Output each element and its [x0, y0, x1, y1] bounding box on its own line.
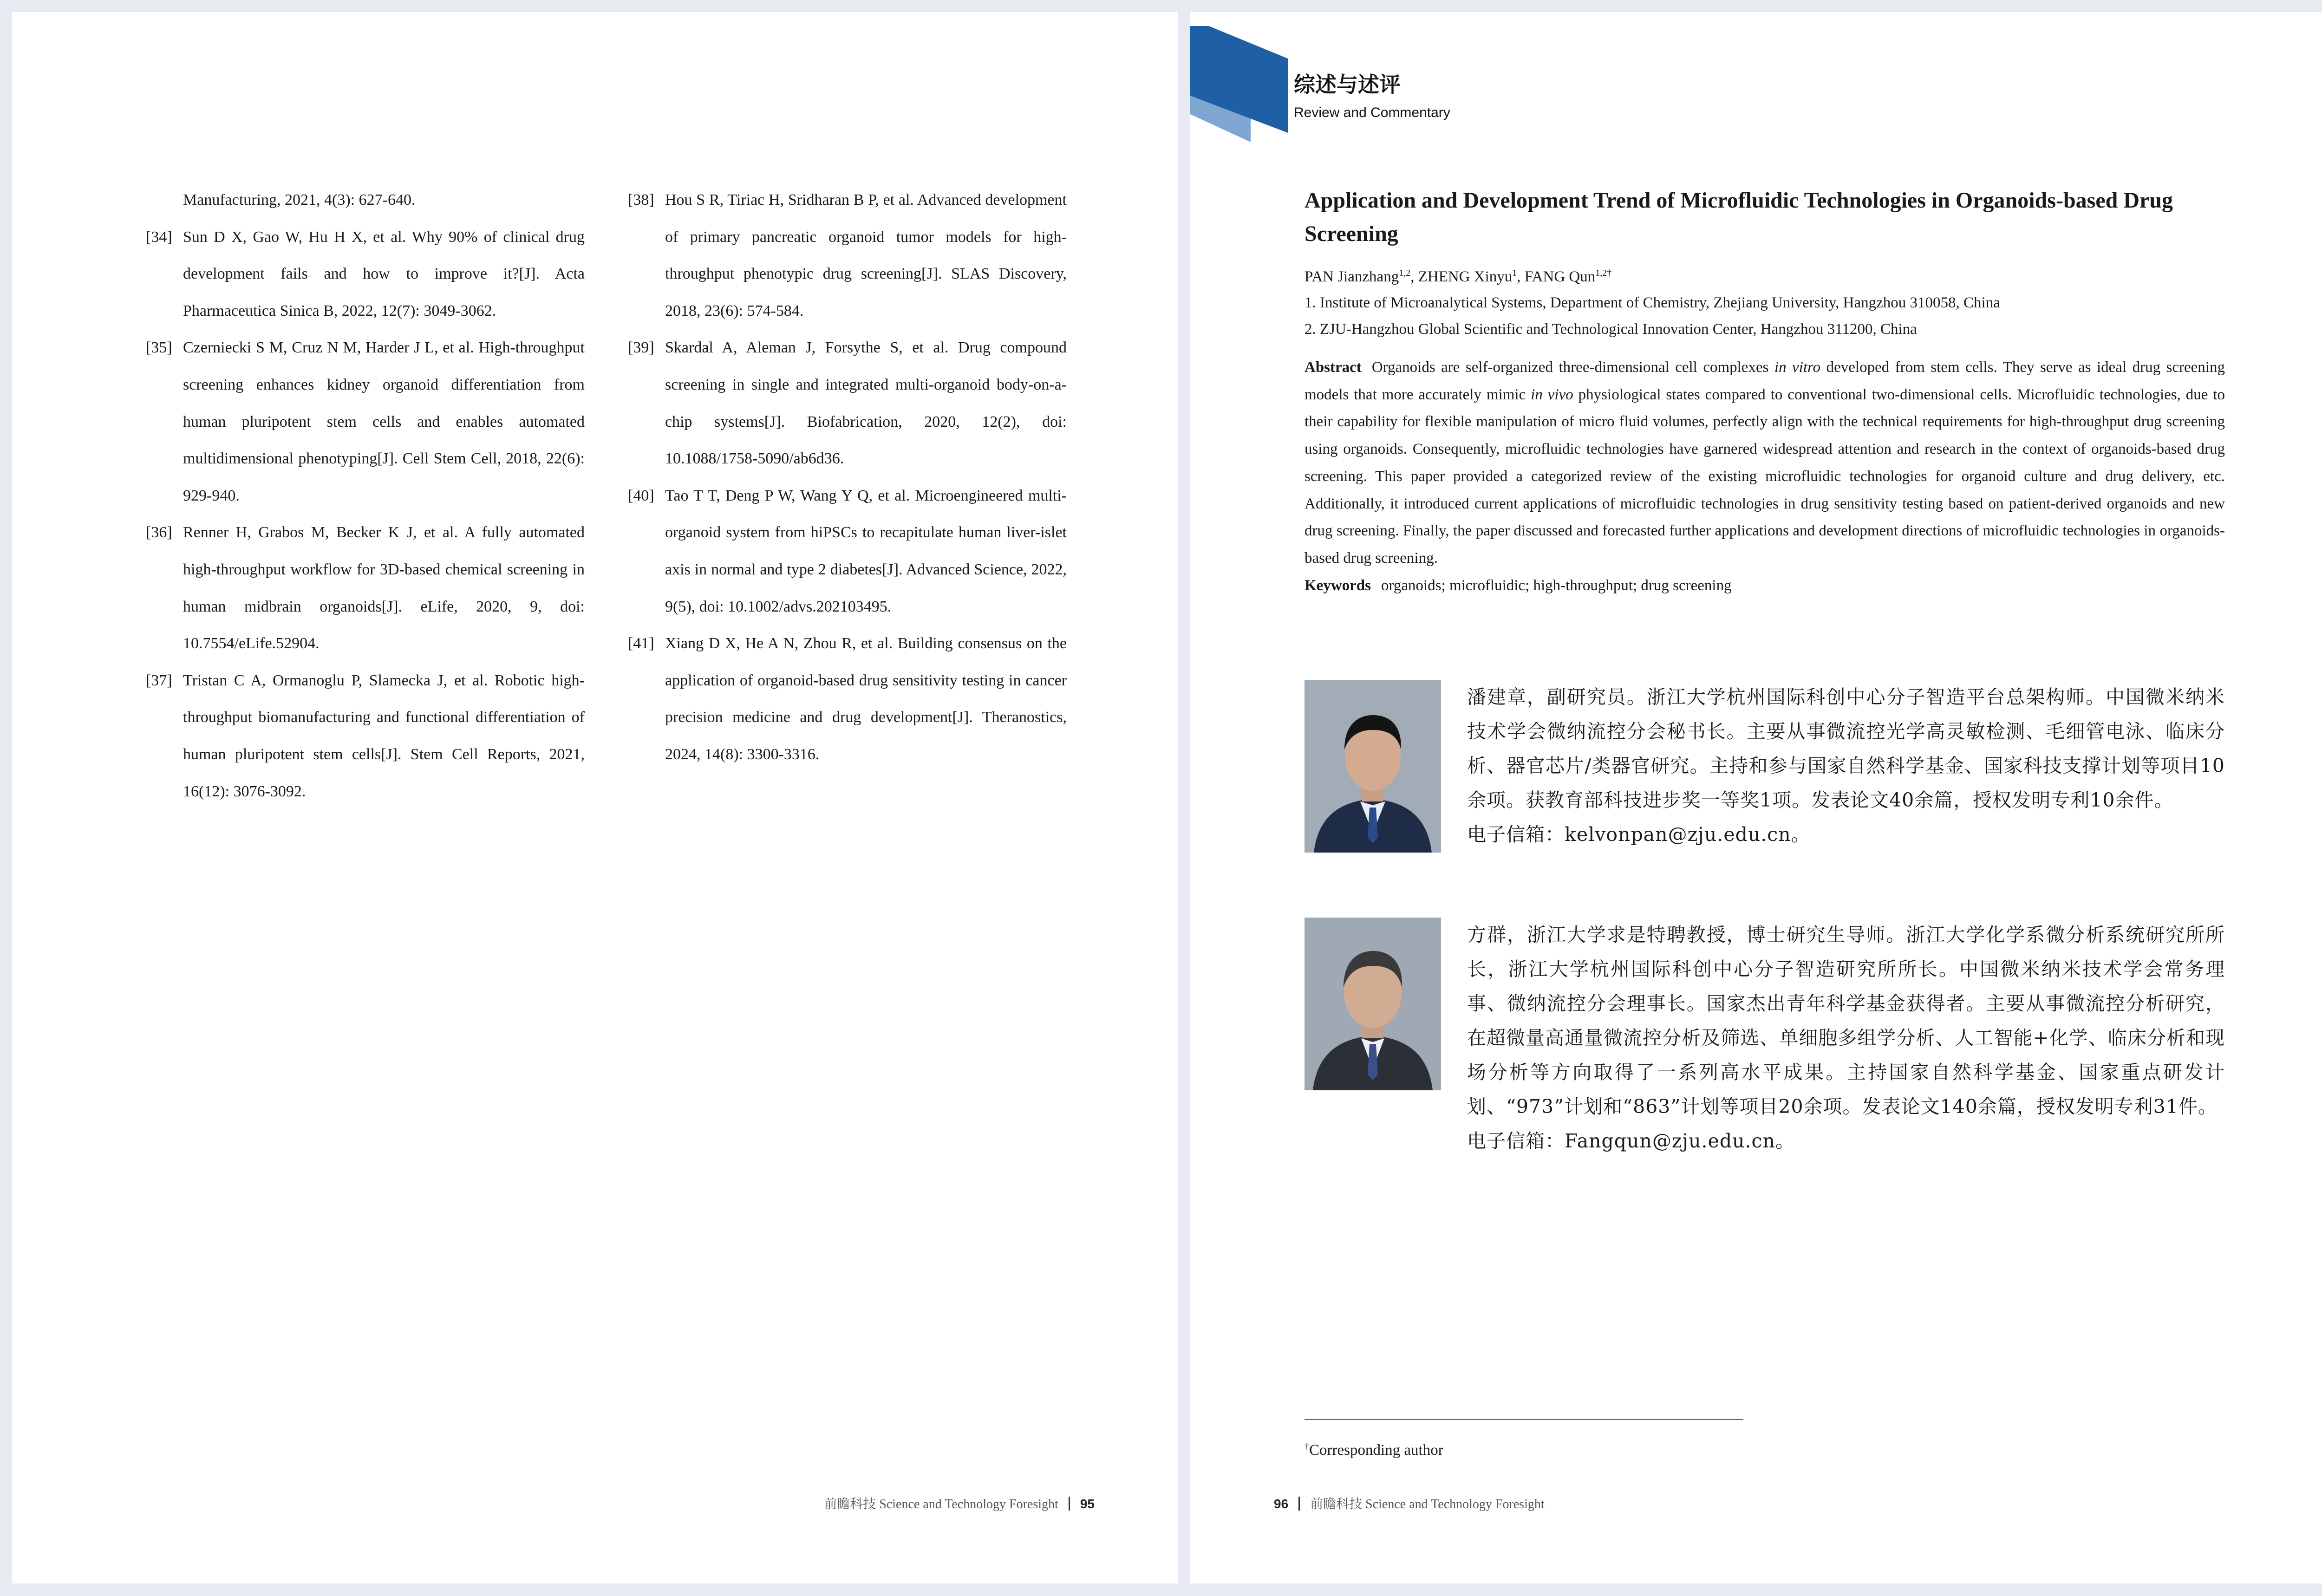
footnote-text: Corresponding author	[1309, 1442, 1443, 1459]
references-column-1	[146, 182, 585, 810]
reference-text: Czerniecki S M, Cruz N M, Harder J L, et al. High-throughput screening enhances kidney organoid differentiation from human pluripotent stem cells and enables automated multidimensional phenotyping[J]. Cell Stem Cell, 2018, 22(6): 929-940.	[183, 339, 585, 504]
reference-text: Sun D X, Gao W, Hu H X, et al. Why 90% of clinical drug development fails and how to improve it?[J]. Acta Pharmaceutica Sinica B, 2022, 12(7): 3049-3062.	[183, 228, 585, 319]
abstract-label: Abstract	[1304, 359, 1362, 376]
bio-description: 方群，浙江大学求是特聘教授，博士研究生导师。浙江大学化学系微分析系统研究所所长，浙江大学杭州国际科创中心分子智造研究所所长。中国微米纳米技术学会常务理事、微纳流控分会理事长。国家杰出青年科学基金获得者。主要从事微流控分析研究，在超微量高通量微流控分析及筛选、单细胞多组学分析、人工智能+化学、临床分析和现场分析等方向取得了一系列高水平成果。主持国家自然科学基金、国家重点研发计划、“973”计划和“863”计划等项目20余项。发表论文140余篇，授权发明专利31件。	[1467, 924, 2225, 1118]
references-column-2	[628, 182, 1067, 773]
reference-number: [34]	[146, 228, 172, 246]
reference-36	[146, 514, 585, 662]
abstract	[1304, 354, 2225, 572]
right-page	[1190, 12, 2322, 1583]
reference-38	[628, 182, 1067, 329]
section-banner-graphic	[1190, 26, 1292, 142]
page-footer	[1274, 1495, 1545, 1514]
author-name: ZHENG Xinyu	[1418, 268, 1513, 285]
abstract-italic: in vivo	[1531, 386, 1573, 403]
footnote-divider	[1304, 1419, 1743, 1420]
reference-text: Manufacturing, 2021, 4(3): 627-640.	[183, 191, 416, 208]
keywords	[1304, 572, 2225, 599]
reference-number: [37]	[146, 671, 172, 689]
affiliation: 1. Institute of Microanalytical Systems, Department of Chemistry, Zhejiang University, Hangzhou 310058, China	[1304, 294, 2000, 311]
journal-name: 前瞻科技 Science and Technology Foresight	[824, 1497, 1058, 1511]
author-name: PAN Jianzhang	[1304, 268, 1399, 285]
footnote	[1304, 1441, 1443, 1459]
reference-number: [36]	[146, 524, 172, 541]
abstract-text: Organoids are self-organized three-dimensional cell complexes	[1371, 359, 1774, 376]
reference-text: Hou S R, Tiriac H, Sridharan B P, et al. Advanced development of primary pancreatic organoid tumor models for high-throughput phenotypic drug screening[J]. SLAS Discovery, 2018, 23(6): 574-584.	[665, 191, 1067, 319]
page-number: 95	[1080, 1497, 1095, 1511]
author-affiliation-mark: 1,2†	[1595, 268, 1612, 278]
reference-35	[146, 329, 585, 514]
author-affiliation-mark: 1	[1512, 268, 1517, 278]
section-title-english: Review and Commentary	[1294, 105, 1450, 120]
section-title: 综述与述评	[1294, 72, 1401, 97]
abstract-text: developed from stem cells. They serve as ideal drug screening models that more accurately mimic	[1304, 359, 2225, 403]
reference-text: Renner H, Grabos M, Becker K J, et al. A fully automated high-throughput workflow for 3D-based chemical screening in human midbrain organoids[J]. eLife, 2020, 9, doi: 10.7554/eLife.52904.	[183, 524, 585, 652]
author-list: PAN Jianzhang$^{1,2}$, ZHENG Xinyu$^1$, FANG Qun$^{1,2\dagger}$	[1304, 268, 1612, 285]
author-photo	[1304, 918, 1441, 1090]
keywords-label: Keywords	[1304, 577, 1371, 594]
footnote-mark: †	[1304, 1441, 1309, 1452]
affiliation: 2. ZJU-Hangzhou Global Scientific and Technological Innovation Center, Hangzhou 311200, China	[1304, 321, 1917, 338]
reference-number: [40]	[628, 487, 654, 504]
abstract-text: physiological states compared to conventional two-dimensional cells. Microfluidic technologies, due to their capability for flexible manipulation of micro fluid volumes, perfectly align with the technical requirements for high-throughput drug screening using organoids. Consequently, microfluidic technologies have garnered widespread attention and research in the context of organoids-based drug screening. This paper provided a categorized review of the existing microfluidic technologies for organoid culture and drug delivery, etc. Additionally, it introduced current applications of microfluidic technologies in drug sensitivity testing based on patient-derived organoids and new drug screening. Finally, the paper discussed and forecasted further applications and development directions of microfluidic technologies in organoids-based drug screening.	[1304, 386, 2225, 567]
reference-40	[628, 477, 1067, 625]
page-number: 96	[1274, 1497, 1289, 1511]
bio-description: 潘建章，副研究员。浙江大学杭州国际科创中心分子智造平台总架构师。中国微米纳米技术学会微纳流控分会秘书长。主要从事微流控光学高灵敏检测、毛细管电泳、临床分析、器官芯片/类器官研究。主持和参与国家自然科学基金、国家科技支撑计划等项目10余项。获教育部科技进步奖一等奖1项。发表论文40余篇，授权发明专利10余件。	[1467, 686, 2225, 811]
keywords-text: organoids; microfluidic; high-throughput; drug screening	[1381, 577, 1732, 594]
bio-email: 电子信箱：Fangqun@zju.edu.cn。	[1467, 1130, 1795, 1152]
bio-text-block	[1467, 680, 2225, 852]
reference-text: Skardal A, Aleman J, Forsythe S, et al. Drug compound screening in single and integrated multi-organoid body-on-a-chip systems[J]. Biofabrication, 2020, 12(2), doi: 10.1088/1758-5090/ab6d36.	[665, 339, 1067, 468]
footer-divider	[1298, 1497, 1300, 1511]
author-photo	[1304, 680, 1441, 853]
reference-39	[628, 329, 1067, 477]
page-footer	[824, 1495, 1095, 1514]
reference-37	[146, 662, 585, 810]
journal-name: 前瞻科技 Science and Technology Foresight	[1310, 1497, 1545, 1511]
author-name: FANG Qun	[1524, 268, 1596, 285]
reference-41	[628, 625, 1067, 773]
reference-text: Tristan C A, Ormanoglu P, Slamecka J, et al. Robotic high-throughput biomanufacturing and functional differentiation of human pluripotent stem cells[J]. Stem Cell Reports, 2021, 16(12): 3076-3092.	[183, 671, 585, 800]
article-front-matter	[1304, 184, 2225, 599]
reference-number: [41]	[628, 635, 654, 652]
left-page	[12, 12, 1178, 1583]
abstract-italic: in vitro	[1774, 359, 1821, 376]
reference-text: Tao T T, Deng P W, Wang Y Q, et al. Microengineered multi-organoid system from hiPSCs to recapitulate human liver-islet axis in normal and type 2 diabetes[J]. Advanced Science, 2022, 9(5), doi: 10.1002/advs.202103495.	[665, 487, 1067, 615]
author-affiliation-mark: 1,2	[1399, 268, 1411, 278]
reference-number: [35]	[146, 339, 172, 357]
reference-number: [38]	[628, 191, 654, 208]
reference-continuation	[146, 182, 585, 219]
reference-number: [39]	[628, 339, 654, 357]
bio-email: 电子信箱：kelvonpan@zju.edu.cn。	[1467, 823, 1811, 846]
article-title: Application and Development Trend of Microfluidic Technologies in Organoids-based Drug Screening	[1304, 188, 2173, 246]
reference-34	[146, 219, 585, 330]
footer-divider	[1069, 1497, 1070, 1511]
bio-text-block	[1467, 918, 2225, 1158]
reference-text: Xiang D X, He A N, Zhou R, et al. Building consensus on the application of organoid-based drug sensitivity testing in cancer precision medicine and drug development[J]. Theranostics, 2024, 14(8): 3300-3316.	[665, 635, 1067, 763]
